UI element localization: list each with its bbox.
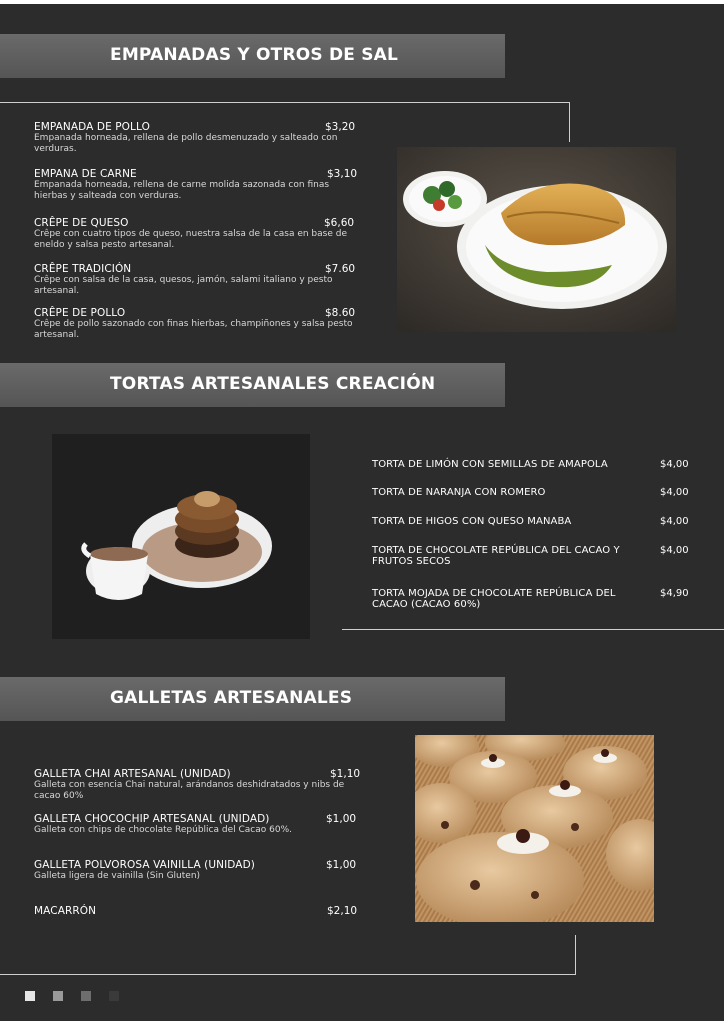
item-description: Crêpe de pollo sazonado con finas hierbas, champiñones y salsa pesto artesanal. [34, 319, 353, 340]
divider-line [0, 102, 570, 103]
section-title-empanadas: EMPANADAS Y OTROS DE SAL [110, 45, 399, 65]
item-price: $4,00 [660, 545, 689, 556]
page-dot[interactable] [81, 991, 91, 1001]
section-title-galletas: GALLETAS ARTESANALES [110, 688, 353, 708]
empanada-plate-image [397, 147, 676, 332]
item-name: TORTA DE LIMÓN CON SEMILLAS DE AMAPOLA [372, 459, 608, 470]
section-banner-empanadas [0, 34, 505, 78]
item-price: $8.60 [325, 307, 356, 319]
galletas-photo [415, 735, 654, 922]
divider-line [342, 629, 724, 630]
item-name: GALLETA POLVOROSA VAINILLA (UNIDAD) [34, 859, 255, 871]
empanada-photo [397, 147, 676, 332]
item-price: $1,10 [330, 768, 361, 780]
item-description: Crêpe con cuatro tipos de queso, nuestra salsa de la casa en base de eneldo y salsa pesto artesanal. [34, 229, 347, 250]
section-title-tortas: TORTAS ARTESANALES CREACIÓN [110, 374, 436, 394]
item-name: GALLETA CHAI ARTESANAL (UNIDAD) [34, 768, 231, 780]
item-name: TORTA DE NARANJA CON ROMERO [372, 487, 546, 498]
item-name: CRÊPE DE QUESO [34, 217, 129, 229]
item-price: $1,00 [326, 813, 357, 825]
item-price: $1,00 [326, 859, 357, 871]
item-name: TORTA DE HIGOS CON QUESO MANABA [372, 516, 572, 527]
item-name: CRÊPE DE POLLO [34, 307, 126, 319]
item-price: $4,00 [660, 516, 689, 527]
item-name: TORTA DE CHOCOLATE REPÚBLICA DEL CACAO Y FRUTOS SECOS [372, 545, 620, 567]
page-dot[interactable] [109, 991, 119, 1001]
item-description: Galleta ligera de vainilla (Sin Gluten) [34, 871, 201, 881]
page-dot[interactable] [53, 991, 63, 1001]
item-description: Empanada horneada, rellena de carne molida sazonada con finas hierbas y salteada con verduras. [34, 180, 330, 201]
item-price: $4,90 [660, 588, 689, 599]
item-name: EMPANA DE CARNE [34, 168, 137, 180]
item-description: Galleta con chips de chocolate República del Cacao 60%. [34, 825, 292, 835]
divider-line [575, 935, 576, 975]
menu-page [0, 4, 724, 1021]
item-description: Galleta con esencia Chai natural, arándanos deshidratados y nibs de cacao 60% [34, 780, 345, 801]
item-price: $6,60 [324, 217, 355, 229]
item-name: EMPANADA DE POLLO [34, 121, 150, 133]
divider-line [569, 102, 570, 142]
section-banner-galletas [0, 677, 505, 721]
item-price: $4,00 [660, 487, 689, 498]
torta-plate-image [52, 434, 310, 639]
item-name: GALLETA CHOCOCHIP ARTESANAL (UNIDAD) [34, 813, 270, 825]
cookies-image [415, 735, 654, 922]
item-name: CRÊPE TRADICIÓN [34, 263, 132, 275]
item-price: $4,00 [660, 459, 689, 470]
item-name: TORTA MOJADA DE CHOCOLATE REPÚBLICA DEL CACAO (CACAO 60%) [372, 588, 616, 610]
section-banner-tortas [0, 363, 505, 407]
torta-photo [52, 434, 310, 639]
item-price: $7.60 [325, 263, 356, 275]
item-price: $2,10 [327, 905, 358, 917]
item-description: Empanada horneada, rellena de pollo desmenuzado y salteado con verduras. [34, 133, 338, 154]
item-price: $3,10 [327, 168, 358, 180]
divider-line [0, 974, 576, 975]
item-price: $3,20 [325, 121, 356, 133]
item-description: Crêpe con salsa de la casa, quesos, jamón, salami italiano y pesto artesanal. [34, 275, 333, 296]
page-dot[interactable] [25, 991, 35, 1001]
item-name: MACARRÓN [34, 905, 97, 917]
